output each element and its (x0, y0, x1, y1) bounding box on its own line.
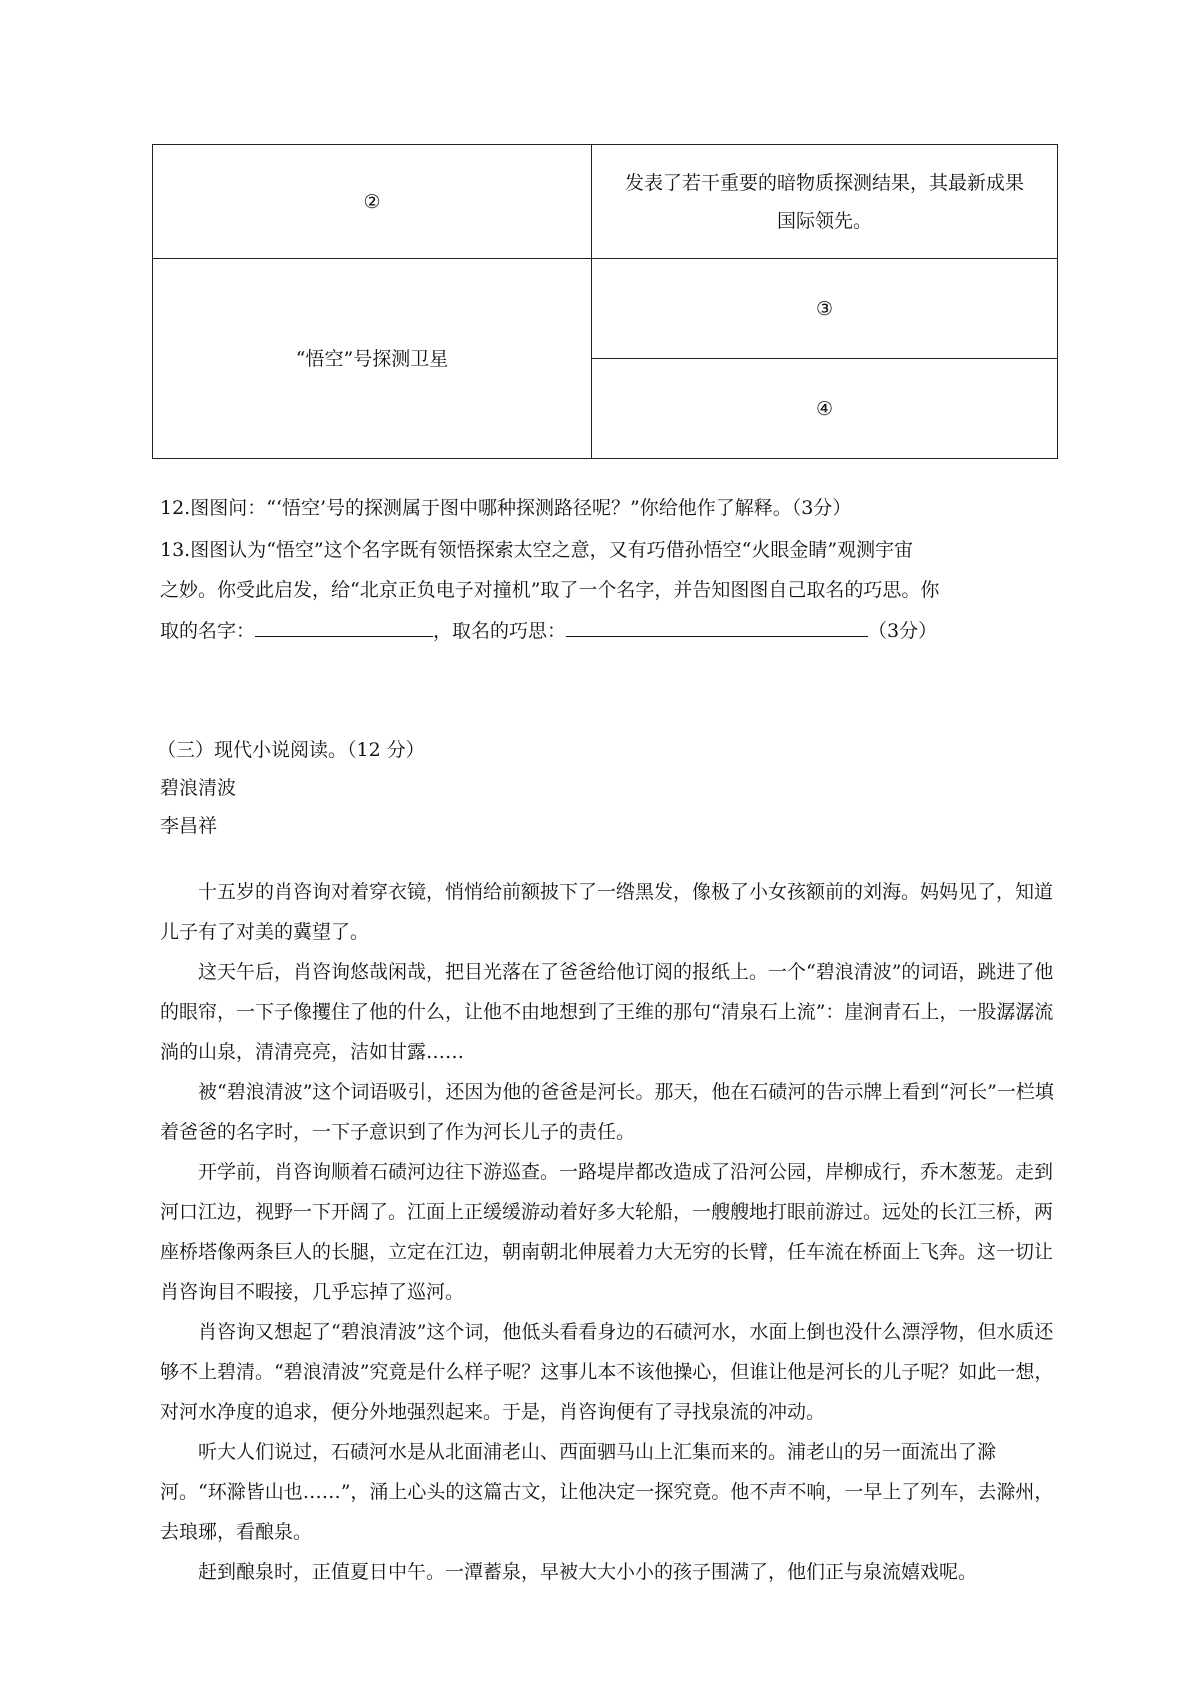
name-answer-blank[interactable] (255, 610, 433, 637)
name-label: 取的名字： (160, 620, 256, 642)
section-heading: （三）现代小说阅读。（12 分） (157, 739, 425, 761)
story-paragraph: 这天午后，肖咨询悠哉闲哉，把目光落在了爸爸给他订阅的报纸上。一个“碧浪清波”的词语，跳进了他的眼帘，一下子像攫住了他的什么，让他不由地想到了王维的那句“清泉石上流”：崖涧青石上，一股潺潺流淌的山泉，清清亮亮，洁如甘露…… (160, 961, 1054, 1063)
story-body (160, 872, 1055, 1592)
table-row (153, 145, 1058, 259)
table-row (153, 259, 1058, 359)
question-13-score: （3分） (868, 620, 938, 642)
story-paragraph: 十五岁的肖咨询对着穿衣镜，悄悄给前额披下了一绺黑发，像极了小女孩额前的刘海。妈妈见了，知道儿子有了对美的冀望了。 (160, 881, 1054, 943)
table-cell-wukong-satellite: “悟空”号探测卫星 (153, 259, 592, 459)
question-12: 12.图图问：“‘悟空’号的探测属于图中哪种探测路径呢？”你给他作了解释。（3分） (160, 497, 852, 519)
detection-table (152, 144, 1058, 459)
table-cell-result: 发表了若干重要的暗物质探测结果，其最新成果国际领先。 (592, 145, 1058, 259)
table-cell-marker-4: ④ (592, 359, 1058, 459)
table-cell-marker-3: ③ (592, 259, 1058, 359)
question-13-line2: 之妙。你受此启发，给“北京正负电子对撞机”取了一个名字，并告知图图自己取名的巧思。你 (160, 579, 940, 601)
story-paragraph: 听大人们说过，石碛河水是从北面浦老山、西面驷马山上汇集而来的。浦老山的另一面流出了滁河。“环滁皆山也……”，涌上心头的这篇古文，让他决定一探究竟。他不声不响，一早上了列车，去滁州，去琅琊，看酿泉。 (160, 1441, 1054, 1543)
story-paragraph: 开学前，肖咨询顺着石碛河边往下游巡查。一路堤岸都改造成了沿河公园，岸柳成行，乔木葱茏。走到河口江边，视野一下开阔了。江面上正缓缓游动着好多大轮船，一艘艘地打眼前游过。远处的长江三桥，两座桥塔像两条巨人的长腿，立定在江边，朝南朝北伸展着力大无穷的长臂，任车流在桥面上飞奔。这一切让肖咨询目不暇接，几乎忘掉了巡河。 (160, 1161, 1054, 1303)
story-paragraph: 被“碧浪清波”这个词语吸引，还因为他的爸爸是河长。那天，他在石碛河的告示牌上看到“河长”一栏填着爸爸的名字时，一下子意识到了作为河长儿子的责任。 (160, 1081, 1054, 1143)
table-cell-marker-2: ② (153, 145, 592, 259)
story-paragraph: 肖咨询又想起了“碧浪清波”这个词，他低头看看身边的石碛河水，水面上倒也没什么漂浮物，但水质还够不上碧清。“碧浪清波”究竟是什么样子呢？这事儿本不该他操心，但谁让他是河长的儿子呢？如此一想，对河水净度的追求，便分外地强烈起来。于是，肖咨询便有了寻找泉流的冲动。 (160, 1321, 1054, 1423)
story-author: 李昌祥 (160, 815, 218, 837)
idea-label: ，取名的巧思： (433, 620, 567, 642)
question-13-line3 (160, 610, 937, 651)
story-title: 碧浪清波 (160, 777, 237, 799)
idea-answer-blank[interactable] (566, 610, 868, 637)
story-paragraph: 赶到酿泉时，正值夏日中午。一潭蓄泉，早被大大小小的孩子围满了，他们正与泉流嬉戏呢。 (160, 1561, 978, 1583)
question-13-line1: 13.图图认为“悟空”这个名字既有领悟探索太空之意，又有巧借孙悟空“火眼金睛”观测宇宙 (160, 539, 914, 561)
